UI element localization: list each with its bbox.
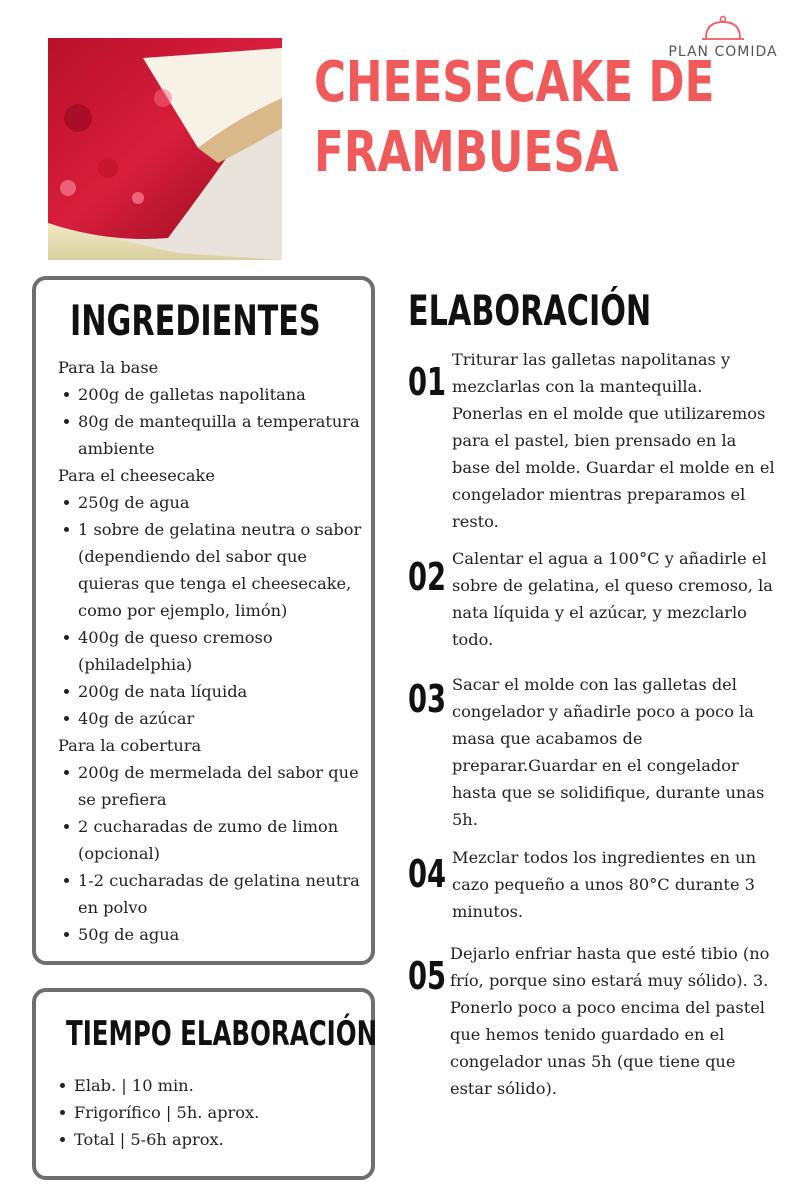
- step-number: 02: [408, 555, 447, 599]
- recipe-title-line-2: FRAMBUESA: [314, 120, 619, 185]
- list-item: Total | 5-6h aprox.: [74, 1126, 259, 1153]
- elaboration-heading: ELABORACIÓN: [408, 286, 652, 335]
- cheesecake-items: [58, 489, 368, 732]
- list-item: 40g de azúcar: [78, 705, 368, 732]
- list-item: 1 sobre de gelatina neutra o sabor (dependiendo del sabor que quieras que tenga el cheesecake, como por ejemplo, limón): [78, 516, 368, 624]
- base-items: [58, 381, 368, 462]
- list-item: 200g de nata líquida: [78, 678, 368, 705]
- list-item: Elab. | 10 min.: [74, 1072, 259, 1099]
- recipe-title: [314, 48, 715, 188]
- time-card: [32, 988, 378, 1180]
- step-text: Dejarlo enfriar hasta que esté tibio (no frío, porque sino estará muy sólido). 3. Ponerlo poco a poco encima del pastel que hemos tenido guardado en el congelador unas 5h (que tiene que estar sólido).: [450, 944, 770, 1098]
- step-number: 01: [408, 360, 447, 404]
- list-item: 50g de agua: [78, 921, 368, 948]
- list-item: 2 cucharadas de zumo de limon (opcional): [78, 813, 368, 867]
- recipe-title-line-1: CHEESECAKE DE: [314, 50, 715, 115]
- step-text: Mezclar todos los ingredientes en un cazo pequeño a unos 80°C durante 3 minutos.: [452, 848, 757, 921]
- brand-name: PLAN COMIDA: [668, 44, 778, 60]
- list-item: 200g de mermelada del sabor que se prefiera: [78, 759, 368, 813]
- topping-label: Para la cobertura: [58, 736, 202, 755]
- brand-logo: [662, 14, 784, 64]
- cloche-icon: [662, 14, 784, 44]
- base-label: Para la base: [58, 358, 159, 377]
- step-number: 05: [408, 954, 447, 998]
- ingredients-list: [58, 354, 368, 948]
- ingredients-card: [32, 276, 375, 965]
- step-text: Sacar el molde con las galletas del congelador y añadirle poco a poco la masa que acabamos de preparar.Guardar en el congelador hasta que se solidifique, durante unas 5h.: [452, 675, 765, 829]
- list-item: 1-2 cucharadas de gelatina neutra en polvo: [78, 867, 368, 921]
- time-heading: TIEMPO ELABORACIÓN: [66, 1014, 378, 1054]
- list-item: Frigorífico | 5h. aprox.: [74, 1099, 259, 1126]
- ingredients-heading: INGREDIENTES: [70, 296, 321, 345]
- list-item: 80g de mantequilla a temperatura ambiente: [78, 408, 368, 462]
- step-number: 04: [408, 852, 447, 896]
- time-list: [54, 1072, 259, 1153]
- cheesecake-photo: [48, 38, 282, 260]
- list-item: 250g de agua: [78, 489, 368, 516]
- list-item: 200g de galletas napolitana: [78, 381, 368, 408]
- list-item: 400g de queso cremoso (philadelphia): [78, 624, 368, 678]
- cheesecake-label: Para el cheesecake: [58, 466, 215, 485]
- topping-items: [58, 759, 368, 948]
- step-text: Calentar el agua a 100°C y añadirle el sobre de gelatina, el queso cremoso, la nata líquida y el azúcar, y mezclarlo todo.: [452, 549, 773, 649]
- step-number: 03: [408, 677, 447, 721]
- step-text: Triturar las galletas napolitanas y mezclarlas con la mantequilla. Ponerlas en el molde que utilizaremos para el pastel, bien prensado en la base del molde. Guardar el molde en el congelador mientras preparamos el resto.: [452, 350, 775, 531]
